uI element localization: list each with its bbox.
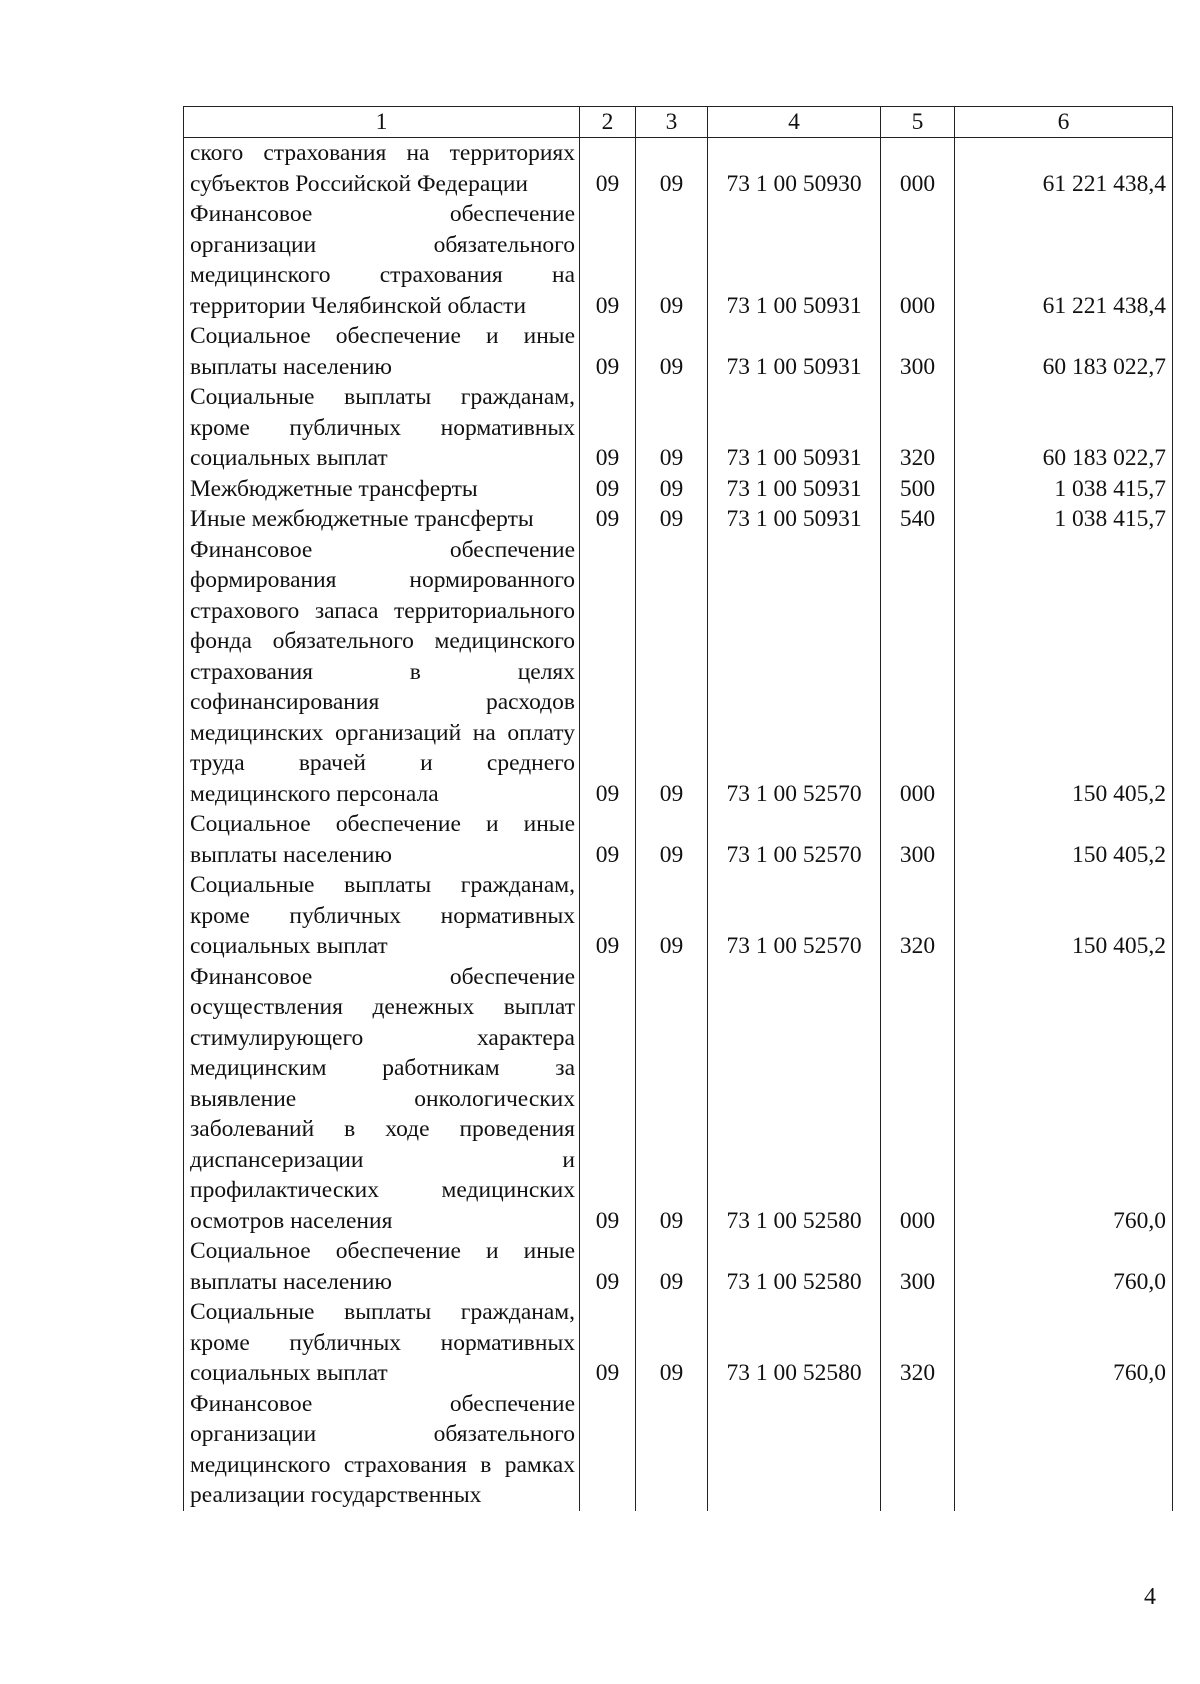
row-target-code: 73 1 00 52580: [708, 962, 881, 1237]
table-row: [184, 199, 1173, 321]
row-expense-type: 500: [881, 474, 955, 505]
row-expense-type: 540: [881, 504, 955, 535]
row-section: 09: [580, 474, 636, 505]
header-col-1: 1: [184, 107, 580, 138]
row-section: 09: [580, 809, 636, 870]
row-section: 09: [580, 382, 636, 474]
budget-table: [183, 106, 1173, 1511]
row-target-code: 73 1 00 50931: [708, 199, 881, 321]
header-col-3: 3: [636, 107, 708, 138]
row-target-code: 73 1 00 52570: [708, 809, 881, 870]
row-expense-type: 000: [881, 535, 955, 810]
row-name: Социальные выплаты гражданам, кроме публичных нормативных социальных выплат: [184, 382, 580, 474]
row-name: Социальные выплаты гражданам, кроме публичных нормативных социальных выплат: [184, 870, 580, 962]
row-section: 09: [580, 870, 636, 962]
row-subsection: 09: [636, 1297, 708, 1389]
row-target-code: 73 1 00 50931: [708, 474, 881, 505]
row-section: [580, 1389, 636, 1511]
row-expense-type: 320: [881, 1297, 955, 1389]
row-subsection: 09: [636, 962, 708, 1237]
table-row: [184, 870, 1173, 962]
row-section: 09: [580, 504, 636, 535]
row-subsection: 09: [636, 535, 708, 810]
row-target-code: 73 1 00 52570: [708, 870, 881, 962]
row-amount: 760,0: [955, 962, 1173, 1237]
header-col-5: 5: [881, 107, 955, 138]
table-row: [184, 1389, 1173, 1511]
row-amount: 61 221 438,4: [955, 138, 1173, 200]
table-row: [184, 535, 1173, 810]
row-amount: 61 221 438,4: [955, 199, 1173, 321]
row-subsection: 09: [636, 870, 708, 962]
table-row: [184, 382, 1173, 474]
table-row: [184, 321, 1173, 382]
row-target-code: 73 1 00 50931: [708, 321, 881, 382]
header-col-2: 2: [580, 107, 636, 138]
header-col-6: 6: [955, 107, 1173, 138]
row-amount: 60 183 022,7: [955, 382, 1173, 474]
row-expense-type: 300: [881, 809, 955, 870]
header-row: [184, 107, 1173, 138]
row-expense-type: 000: [881, 962, 955, 1237]
row-target-code: 73 1 00 52580: [708, 1236, 881, 1297]
table-row: [184, 962, 1173, 1237]
row-subsection: 09: [636, 1236, 708, 1297]
row-name: Социальное обеспечение и иные выплаты населению: [184, 321, 580, 382]
row-name: Финансовое обеспечение организации обязательного медицинского страхования на территории Челябинской области: [184, 199, 580, 321]
row-expense-type: 300: [881, 1236, 955, 1297]
row-amount: 1 038 415,7: [955, 474, 1173, 505]
row-amount: 1 038 415,7: [955, 504, 1173, 535]
row-name: Социальное обеспечение и иные выплаты населению: [184, 809, 580, 870]
row-subsection: 09: [636, 199, 708, 321]
table-row: [184, 504, 1173, 535]
row-expense-type: 000: [881, 138, 955, 200]
row-target-code: 73 1 00 50931: [708, 382, 881, 474]
row-name: Финансовое обеспечение осуществления денежных выплат стимулирующего характера медицинским работникам за выявление онкологических заболеваний в ходе проведения диспансеризации и профилактических медицинских осмотров населения: [184, 962, 580, 1237]
row-subsection: [636, 1389, 708, 1511]
row-name: Социальные выплаты гражданам, кроме публичных нормативных социальных выплат: [184, 1297, 580, 1389]
row-target-code: 73 1 00 52580: [708, 1297, 881, 1389]
row-expense-type: 300: [881, 321, 955, 382]
row-name: Финансовое обеспечение формирования нормированного страхового запаса территориального фонда обязательного медицинского страхования в целях софинансирования расходов медицинских организаций на оплату труда врачей и среднего медицинского персонала: [184, 535, 580, 810]
row-section: 09: [580, 138, 636, 200]
row-section: 09: [580, 962, 636, 1237]
row-expense-type: 320: [881, 382, 955, 474]
row-name: Социальное обеспечение и иные выплаты населению: [184, 1236, 580, 1297]
row-name: Финансовое обеспечение организации обязательного медицинского страхования в рамках реализации государственных: [184, 1389, 580, 1511]
row-target-code: 73 1 00 50930: [708, 138, 881, 200]
row-subsection: 09: [636, 382, 708, 474]
row-name: Иные межбюджетные трансферты: [184, 504, 580, 535]
row-expense-type: 000: [881, 199, 955, 321]
row-subsection: 09: [636, 474, 708, 505]
row-amount: 760,0: [955, 1297, 1173, 1389]
row-subsection: 09: [636, 504, 708, 535]
row-section: 09: [580, 1236, 636, 1297]
table-row: [184, 138, 1173, 200]
table-row: [184, 474, 1173, 505]
row-amount: 150 405,2: [955, 870, 1173, 962]
row-amount: 60 183 022,7: [955, 321, 1173, 382]
header-col-4: 4: [708, 107, 881, 138]
row-expense-type: [881, 1389, 955, 1511]
row-section: 09: [580, 535, 636, 810]
row-amount: [955, 1389, 1173, 1511]
row-amount: 150 405,2: [955, 809, 1173, 870]
row-section: 09: [580, 1297, 636, 1389]
row-target-code: [708, 1389, 881, 1511]
table-row: [184, 1297, 1173, 1389]
table-row: [184, 809, 1173, 870]
row-amount: 760,0: [955, 1236, 1173, 1297]
row-section: 09: [580, 199, 636, 321]
row-name: Межбюджетные трансферты: [184, 474, 580, 505]
table-row: [184, 1236, 1173, 1297]
row-name: ского страхования на территориях субъектов Российской Федерации: [184, 138, 580, 200]
row-target-code: 73 1 00 50931: [708, 504, 881, 535]
row-section: 09: [580, 321, 636, 382]
row-expense-type: 320: [881, 870, 955, 962]
row-amount: 150 405,2: [955, 535, 1173, 810]
row-subsection: 09: [636, 809, 708, 870]
row-subsection: 09: [636, 138, 708, 200]
page-number: 4: [1144, 1584, 1156, 1610]
row-subsection: 09: [636, 321, 708, 382]
row-target-code: 73 1 00 52570: [708, 535, 881, 810]
